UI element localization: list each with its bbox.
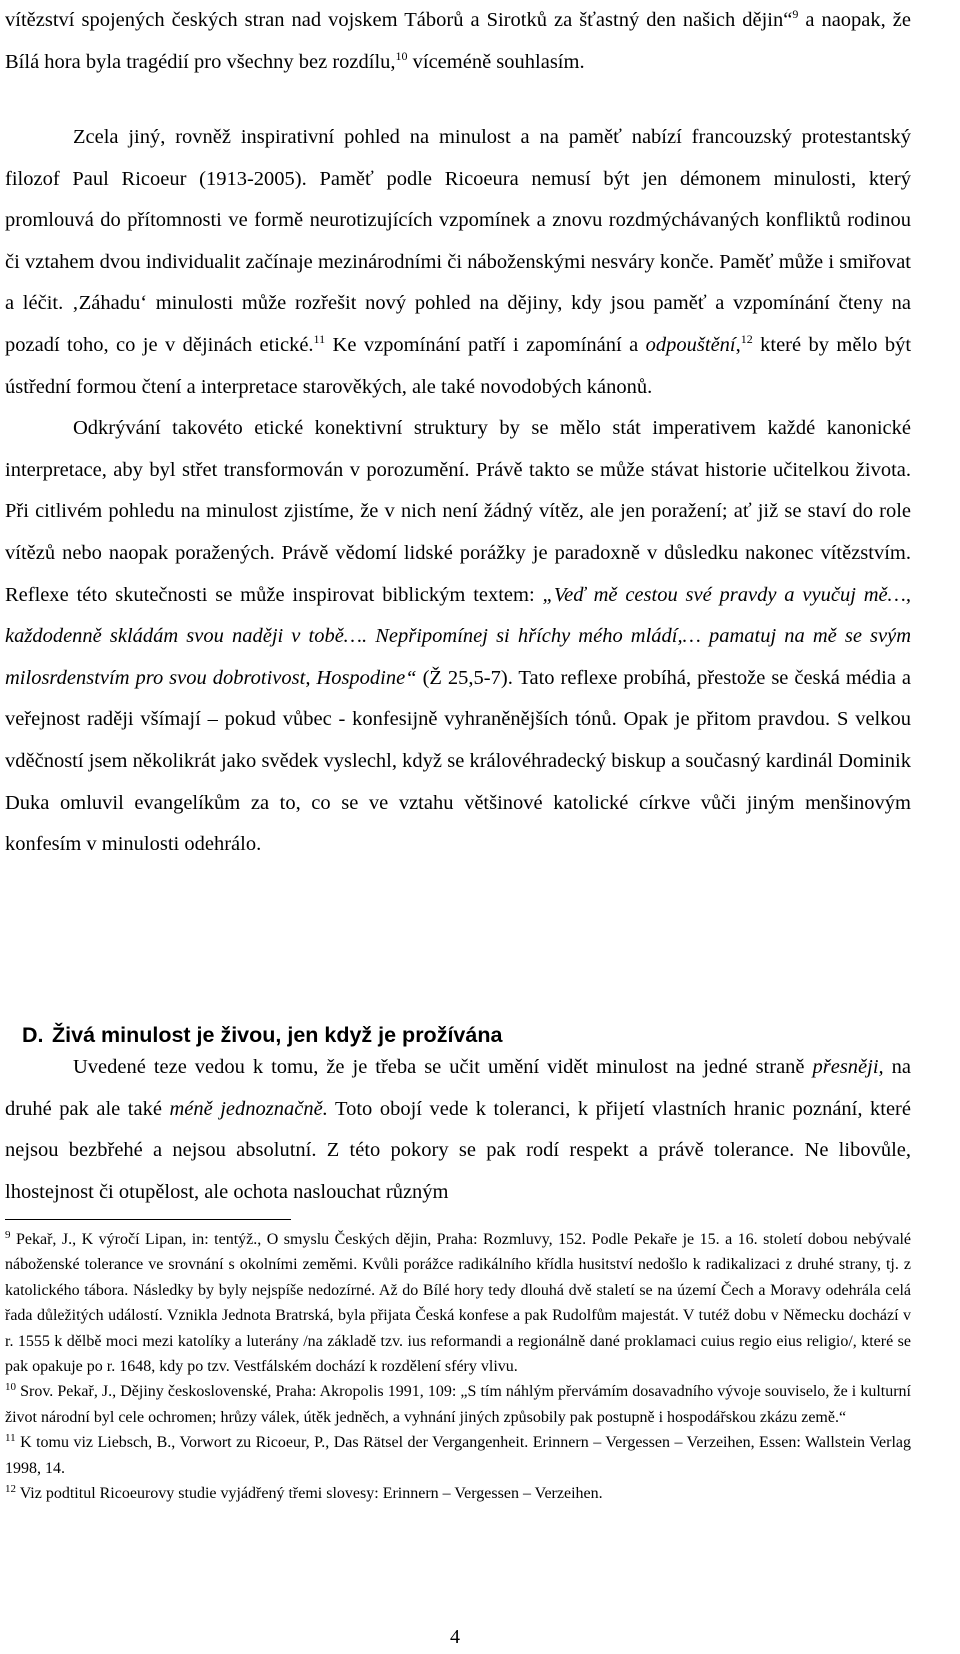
bible-quote: „Veď mě cestou své pravdy a vyučuj mě…, každodenně skládám svou naději v tobě…. Nepřipomínej si hříchy mého mládí,… pamatuj na mě se svým milosrdenstvím pro svou dobrotivost, Hospodine“ [5, 583, 911, 689]
footnote-text: Viz podtitul Ricoeurovy studie vyjádřený třemi slovesy: Erinnern – Vergessen – Verzeihen. [16, 1485, 603, 1503]
text-run: vítězství spojených českých stran nad vojskem Táborů a Sirotků za šťastný den našich dějin“ [5, 9, 793, 31]
footnote-ref-12: 12 [740, 331, 753, 346]
body-text-main [5, 117, 911, 866]
body-text-section-d [5, 1047, 911, 1213]
paragraph-ricoeur [5, 117, 911, 408]
text-run: na druhé pak ale také [5, 1056, 911, 1120]
footnote-ref-9: 9 [792, 7, 799, 21]
section-title: Živá minulost je živou, jen když je prožívána [52, 1023, 503, 1047]
text-run: Uvedené teze vedou k tomu, že je třeba se učit umění vidět minulost na jedné straně [73, 1056, 813, 1078]
paragraph-continued [5, 0, 911, 83]
page-number: 4 [450, 1626, 460, 1648]
emphasis-text: odpouštění [645, 333, 736, 356]
section-number: D. [22, 1023, 44, 1047]
text-run: (Ž 25,5-7). Tato reflexe probíhá, přestože se česká média a veřejnost raději všímají – pokud vůbec - konfesijně vyhraněnějších tónů. Opak je přitom pravdou. S velkou vděčností jsem několikrát jako svědek vyslechl, když se královéhradecký biskup a současný kardinál Dominik Duka omluvil evangelíkům za to, co se ve vztahu většinové katolické církve vůči jiným menšinovým konfesím v minulosti odehrálo. [5, 666, 911, 856]
text-run: Toto obojí vede k toleranci, k přijetí vlastních hranic poznání, které nejsou bezbřehé a nejsou absolutní. Z této pokory se pak rodí respekt a právě tolerance. Ne libovůle, lhostejnost či otupělost, ale ochota naslouchat různým [5, 1097, 911, 1203]
footnote-10 [5, 1379, 911, 1430]
footnote-12 [5, 1481, 911, 1506]
footnote-ref-10: 10 [395, 48, 408, 63]
footnote-text: K tomu viz Liebsch, B., Vorwort zu Ricoeur, P., Das Rätsel der Vergangenheit. Erinnern – Vergessen – Verzeihen, Essen: Wallstein Verlag 1998, 14. [5, 1434, 911, 1477]
text-run: Zcela jiný, rovněž inspirativní pohled na minulost a na paměť nabízí francouzský protestantský filozof Paul Ricoeur (1913-2005). Paměť podle Ricoeura nemusí být jen démonem minulosti, který promlouvá do přítomnosti ve formě neurotizujících vzpomínek a znovu rozdmýchávaných konfliktů rodinou či vztahem dvou individualit začínaje mezinárodními či náboženskými nesváry konče. Paměť může i smiřovat a léčit. ‚Záhadu‘ minulosti může rozřešit nový pohled na dějiny, kdy jsou paměť a vzpomínání čteny na pozadí toho, co je v dějinách etické. [5, 126, 911, 356]
footnote-number: 9 [5, 1229, 11, 1241]
text-run: Ke vzpomínání patří i zapomínání a [325, 333, 646, 356]
footnote-number: 12 [5, 1483, 16, 1496]
footnote-separator [5, 1219, 291, 1220]
text-run: , [735, 333, 741, 356]
footnote-9 [5, 1227, 911, 1379]
emphasis-text: přesněji, [812, 1056, 884, 1078]
footnote-text: Srov. Pekař, J., Dějiny československé, Praha: Akropolis 1991, 109: „S tím náhlým přervámím dosavadního vývoje souviselo, že i kulturní život národní byl cele ochromen; hrůzy válek, útěk jedněch, a vyhnání jiných způsobily pak postupně i hospodářskou zkázu země.“ [5, 1383, 911, 1426]
emphasis-text: méně jednoznačně. [169, 1097, 328, 1120]
body-text-top [5, 0, 911, 83]
footnote-text: Pekař, J., K výročí Lipan, in: tentýž., O smyslu Českých dějin, Praha: Rozmluvy, 152. Podle Pekaře je 15. a 16. století dobou nebývalé náboženské tolerance ve srovnání s okolními zeměmi. Kvůli porážce radikálního křídla husitství nedošlo k radikalizaci z druhé strany, tj. z katolického tábora. Následky by byly nejspíše nedozírné. Až do Bílé hory tedy dlouhá dvě staletí se na území Čech a Moravy odehrála celá řada důležitých událostí. Vznikla Jednota Bratrská, byla přijata Česká konfese a pak Rudolfům majestát. V tutéž dobu v Německu dochází v r. 1555 k dělbě moci mezi katolíky a luterány /na základě tzv. ius reformandi a regionálně dané proklamaci cuius regio eius religio/, které se pak opakuje po r. 1648, kdy po tzv. Vestfálském dochází k rozdělení sféry vlivu. [5, 1231, 911, 1376]
footnotes [5, 1227, 911, 1506]
footnote-number: 10 [5, 1381, 16, 1394]
section-heading [22, 1023, 502, 1048]
text-run: a naopak, že Bílá hora byla tragédií pro všechny bez rozdílu, [5, 9, 911, 73]
paragraph-interpretation [5, 408, 911, 866]
paragraph-theses [5, 1047, 911, 1213]
text-run: které by mělo být ústřední formou čtení a interpretace starověkých, ale také novodobých kánonů. [5, 333, 912, 398]
text-run: Odkrývání takovéto etické konektivní struktury by se mělo stát imperativem každé kanonické interpretace, aby byl střet transformován v porozumění. Právě takto se může stávat historie učitelkou života. Při citlivém pohledu na minulost zjistíme, že v nich není žádný vítěz, ale jen poražení; ať již se staví do role vítězů nebo naopak poražených. Právě vědomí lidské porážky je paradoxně v důsledku nakonec vítězstvím. Reflexe této skutečnosti se může inspirovat biblickým textem: [5, 417, 911, 606]
footnote-11 [5, 1430, 911, 1481]
text-run: víceméně souhlasím. [407, 50, 585, 73]
footnote-number: 11 [5, 1432, 16, 1445]
footnote-ref-11: 11 [313, 331, 326, 346]
